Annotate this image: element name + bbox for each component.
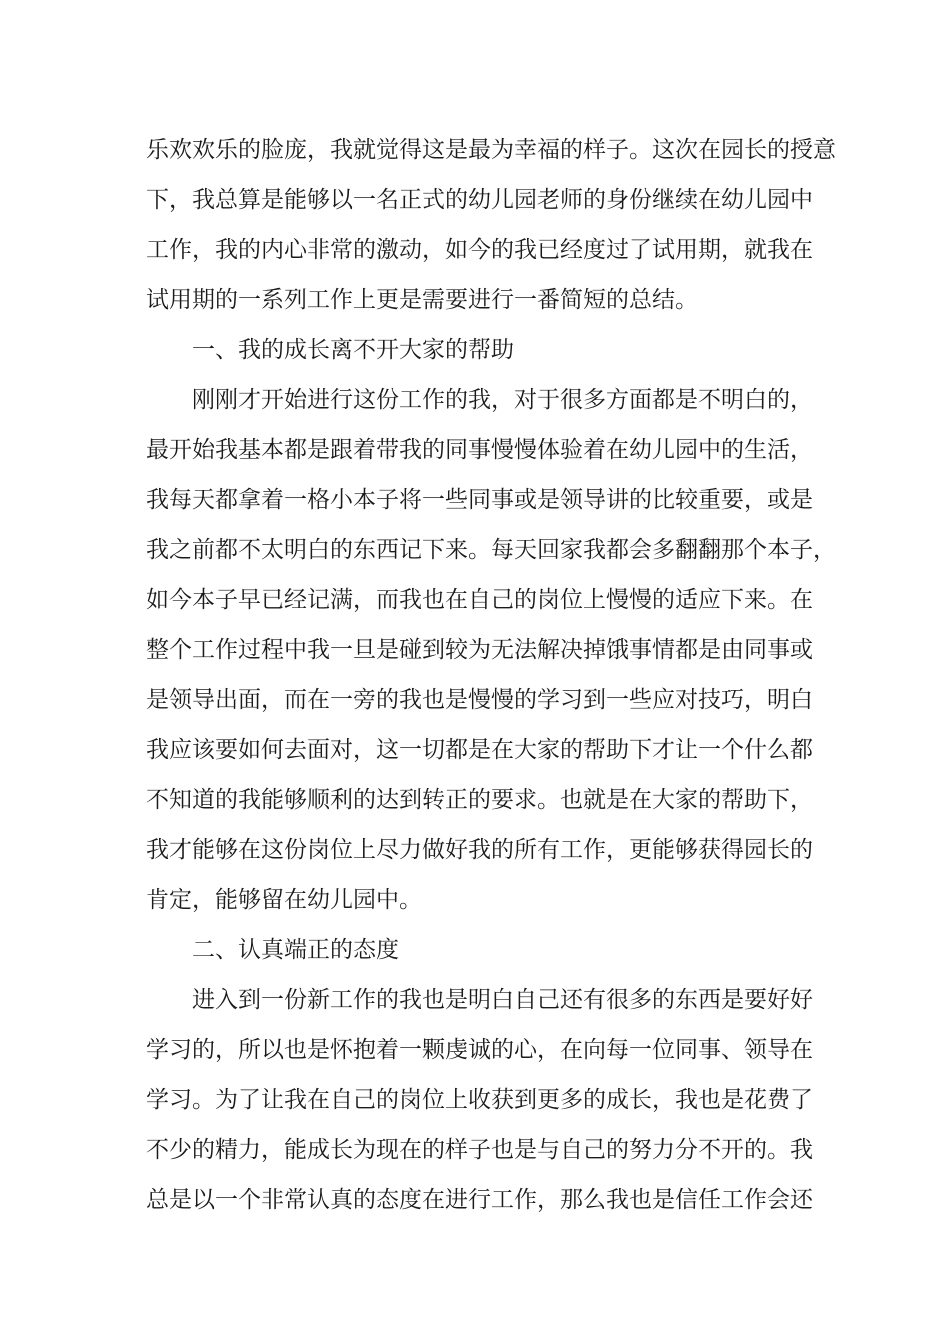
text-line: 我每天都拿着一格小本子将一些同事或是领导讲的比较重要，或是 — [146, 487, 813, 513]
text-line: 乐欢欢乐的脸庞，我就觉得这是最为幸福的样子。这次在园长的授意 — [146, 137, 836, 163]
text-line: 不知道的我能够顺利的达到转正的要求。也就是在大家的帮助下， — [146, 787, 813, 813]
text-line: 下，我总算是能够以一名正式的幼儿园老师的身份继续在幼儿园中 — [146, 187, 813, 213]
paragraph-first-line: 进入到一份新工作的我也是明白自己还有很多的东西是要好好 — [192, 987, 813, 1013]
text-line: 我之前都不太明白的东西记下来。每天回家我都会多翻翻那个本子， — [146, 537, 836, 563]
text-line: 我应该要如何去面对，这一切都是在大家的帮助下才让一个什么都 — [146, 737, 813, 763]
text-line: 不少的精力，能成长为现在的样子也是与自己的努力分不开的。我 — [146, 1137, 813, 1163]
text-line: 我才能够在这份岗位上尽力做好我的所有工作，更能够获得园长的 — [146, 837, 813, 863]
text-line: 最开始我基本都是跟着带我的同事慢慢体验着在幼儿园中的生活， — [146, 437, 813, 463]
paragraph-first-line: 刚刚才开始进行这份工作的我，对于很多方面都是不明白的， — [192, 387, 813, 413]
text-line: 总是以一个非常认真的态度在进行工作，那么我也是信任工作会还 — [146, 1187, 813, 1213]
section-heading: 一、我的成长离不开大家的帮助 — [192, 337, 514, 363]
text-line: 学习。为了让我在自己的岗位上收获到更多的成长，我也是花费了 — [146, 1087, 813, 1113]
text-line: 肯定，能够留在幼儿园中。 — [146, 887, 422, 913]
text-line: 学习的，所以也是怀抱着一颗虔诚的心，在向每一位同事、领导在 — [146, 1037, 813, 1063]
text-line: 工作，我的内心非常的激动，如今的我已经度过了试用期，就我在 — [146, 237, 813, 263]
text-line: 如今本子早已经记满，而我也在自己的岗位上慢慢的适应下来。在 — [146, 587, 813, 613]
text-line: 是领导出面，而在一旁的我也是慢慢的学习到一些应对技巧，明白 — [146, 687, 813, 713]
text-line: 试用期的一系列工作上更是需要进行一番简短的总结。 — [146, 287, 698, 313]
text-line: 整个工作过程中我一旦是碰到较为无法解决掉饿事情都是由同事或 — [146, 637, 813, 663]
section-heading: 二、认真端正的态度 — [192, 937, 399, 963]
